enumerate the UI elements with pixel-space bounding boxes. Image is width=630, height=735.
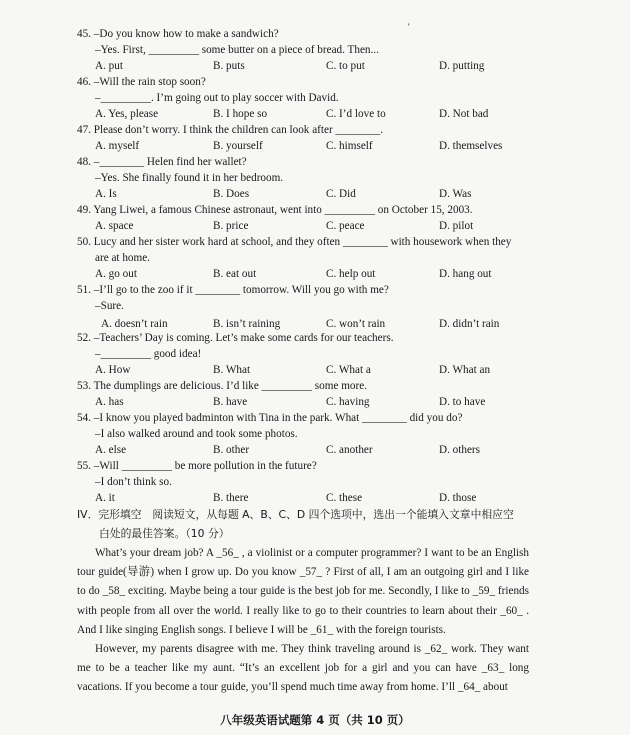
option-b: B. there (213, 492, 249, 504)
question-line: –I don’t think so. (95, 476, 172, 488)
cloze-passage (77, 544, 529, 698)
option-a: A. put (95, 60, 123, 72)
question-45 (77, 26, 557, 74)
passage-paragraph: What’s your dream job? A _56_ , a violinist or a computer programmer? I want to be an English tour guide(导游) when I grow up. Do you know _57_ ? First of all, I am an outgoing girl and I like to do _58_ exciting. Maybe being a tour guide is the best job for me. Secondly, I like to _59_ friends with people from all over the world. I really like to go to their countries to learn about their _60_ . And I like singing English songs. I believe I will be _61_ with the foreign tourists. (77, 547, 529, 636)
option-b: B. I hope so (213, 108, 268, 120)
option-a: A. has (95, 396, 124, 408)
option-c: C. I’d love to (326, 108, 386, 120)
options-row (77, 394, 557, 410)
options-row (77, 58, 557, 74)
section-heading (77, 505, 547, 543)
section-title: IV．完形填空 阅读短文，从每题 A、B、C、D 四个选项中，选出一个能填入文章中相应空 (77, 508, 514, 521)
options-row (77, 218, 557, 234)
option-c: C. Did (326, 188, 356, 200)
passage-paragraph: However, my parents disagree with me. They think traveling around is _62_ work. They want me to be a teacher like my aunt. “It’s an excellent job for a girl and you can have _63_ long vacations. If you become a tour guide, you’ll spend much time away from home. I’ll _64_ about (77, 643, 529, 694)
option-a: A. How (95, 364, 131, 376)
options-row (77, 186, 557, 202)
option-b: B. yourself (213, 140, 263, 152)
options-row (77, 266, 557, 282)
options-row (77, 490, 557, 506)
option-a: A. Yes, please (95, 108, 159, 120)
option-a: A. myself (95, 140, 140, 152)
option-c: C. to put (326, 60, 365, 72)
question-48 (77, 154, 557, 202)
option-c: C. another (326, 444, 373, 456)
option-b: B. puts (213, 60, 245, 72)
option-d: D. What an (439, 364, 491, 376)
question-line: –Yes. She finally found it in her bedroom. (95, 172, 284, 184)
option-b: B. Does (213, 188, 250, 200)
option-c: C. having (326, 396, 370, 408)
option-b: B. What (213, 364, 251, 376)
option-c: C. What a (326, 364, 371, 376)
question-55 (77, 458, 557, 506)
option-c: C. peace (326, 220, 365, 232)
question-54 (77, 410, 557, 458)
question-line: –_________ good idea! (95, 348, 202, 360)
option-a: A. it (95, 492, 115, 504)
question-stem: 48. –________ Helen find her wallet? (77, 156, 247, 168)
question-49 (77, 202, 557, 234)
option-a: A. go out (95, 268, 137, 280)
question-stem: 47. Please don’t worry. I think the children can look after ________. (77, 124, 384, 136)
question-line: –I also walked around and took some photos. (95, 428, 298, 440)
options-row (77, 138, 557, 154)
question-50 (77, 234, 557, 282)
option-c: C. help out (326, 268, 376, 280)
options-row (77, 362, 557, 378)
option-a: A. space (95, 220, 134, 232)
page-footer: 八年级英语试题第 4 页（共 10 页） (220, 713, 410, 727)
option-b: B. have (213, 396, 248, 408)
question-line: –Sure. (95, 300, 124, 312)
option-d: D. pilot (439, 220, 474, 232)
option-a: A. Is (95, 188, 117, 200)
option-c: C. won’t rain (326, 318, 386, 330)
question-stem: 55. –Will _________ be more pollution in the future? (77, 460, 317, 472)
option-d: D. to have (439, 396, 486, 408)
option-b: B. isn’t raining (213, 318, 281, 330)
stray-mark: ' (408, 22, 410, 32)
option-a: A. else (95, 444, 127, 456)
option-d: D. Was (439, 188, 472, 200)
option-d: D. themselves (439, 140, 503, 152)
option-d: D. didn’t rain (439, 318, 500, 330)
question-51 (77, 282, 557, 332)
options-row (77, 442, 557, 458)
option-a: A. doesn’t rain (101, 318, 168, 330)
option-b: B. price (213, 220, 249, 232)
option-d: D. putting (439, 60, 485, 72)
question-47 (77, 122, 557, 154)
option-d: D. Not bad (439, 108, 489, 120)
option-d: D. others (439, 444, 481, 456)
question-stem: 49. Yang Liwei, a famous Chinese astronaut, went into _________ on October 15, 2003. (77, 204, 473, 216)
question-line: –Yes. First, _________ some butter on a piece of bread. Then... (95, 44, 379, 56)
option-d: D. hang out (439, 268, 492, 280)
option-d: D. those (439, 492, 477, 504)
question-stem: 45. –Do you know how to make a sandwich? (77, 28, 279, 40)
options-row (77, 106, 557, 122)
question-stem: 53. The dumplings are delicious. I’d like _________ some more. (77, 380, 367, 392)
option-c: C. these (326, 492, 363, 504)
option-c: C. himself (326, 140, 373, 152)
section-instructions: 白处的最佳答案。（10 分） (99, 527, 230, 540)
question-52 (77, 330, 557, 378)
question-stem: 52. –Teachers’ Day is coming. Let’s make some cards for our teachers. (77, 332, 394, 344)
question-stem: 51. –I’ll go to the zoo if it ________ tomorrow. Will you go with me? (77, 284, 389, 296)
option-b: B. eat out (213, 268, 257, 280)
question-46 (77, 74, 557, 122)
option-b: B. other (213, 444, 250, 456)
question-stem: 54. –I know you played badminton with Tina in the park. What ________ did you do? (77, 412, 463, 424)
question-stem: 50. Lucy and her sister work hard at school, and they often ________ with housework when they (77, 236, 512, 248)
question-stem: 46. –Will the rain stop soon? (77, 76, 206, 88)
question-53 (77, 378, 557, 410)
question-line: are at home. (95, 252, 150, 264)
question-line: –_________. I’m going out to play soccer with David. (95, 92, 339, 104)
